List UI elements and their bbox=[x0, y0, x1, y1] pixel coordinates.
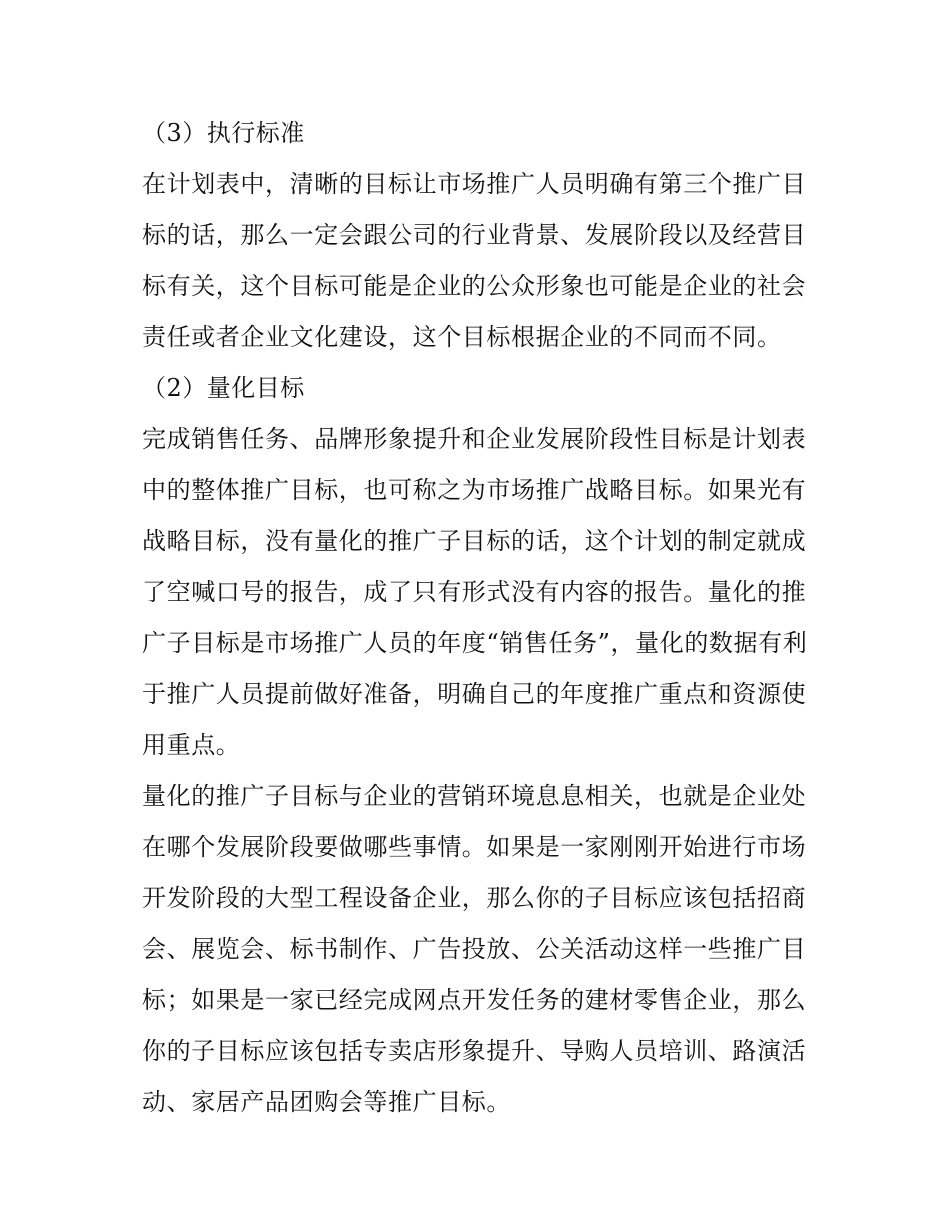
document-page bbox=[142, 108, 814, 1128]
paragraph-line: 用重点。 bbox=[142, 731, 241, 759]
paragraph-line: 了空喊口号的报告，成了只有形式没有内容的报告。量化的推 bbox=[142, 578, 807, 606]
paragraph-line: 标；如果是一家已经完成网点开发任务的建材零售企业，那么 bbox=[142, 986, 807, 1014]
paragraph-line: 标有关，这个目标可能是企业的公众形象也可能是企业的社会 bbox=[142, 272, 807, 300]
paragraph-line: 在计划表中，清晰的目标让市场推广人员明确有第三个推广目 bbox=[142, 170, 807, 198]
paragraph-line: 会、展览会、标书制作、广告投放、公关活动这样一些推广目 bbox=[142, 935, 807, 963]
paragraph-line: 中的整体推广目标，也可称之为市场推广战略目标。如果光有 bbox=[142, 476, 807, 504]
paragraph-line: 开发阶段的大型工程设备企业，那么你的子目标应该包括招商 bbox=[142, 884, 807, 912]
paragraph-line: 在哪个发展阶段要做哪些事情。如果是一家刚刚开始进行市场 bbox=[142, 833, 807, 861]
paragraph-line: 量化的推广子目标与企业的营销环境息息相关，也就是企业处 bbox=[142, 782, 807, 810]
heading-text: （2）量化目标 bbox=[142, 374, 305, 402]
paragraph-line: 动、家居产品团购会等推广目标。 bbox=[142, 1088, 511, 1116]
paragraph-line: 你的子目标应该包括专卖店形象提升、导购人员培训、路演活 bbox=[142, 1037, 807, 1065]
section-heading-quantified-goals bbox=[142, 363, 814, 414]
paragraph-line: 标的话，那么一定会跟公司的行业背景、发展阶段以及经营目 bbox=[142, 221, 807, 249]
heading-text: （3）执行标准 bbox=[142, 119, 305, 147]
section-heading-execution-standard bbox=[142, 108, 814, 159]
paragraph-line: 于推广人员提前做好准备，明确自己的年度推广重点和资源使 bbox=[142, 680, 807, 708]
paragraph-line: 战略目标，没有量化的推广子目标的话，这个计划的制定就成 bbox=[142, 527, 807, 555]
paragraph-line: 广子目标是市场推广人员的年度“销售任务”，量化的数据有利 bbox=[142, 629, 808, 657]
paragraph-line: 责任或者企业文化建设，这个目标根据企业的不同而不同。 bbox=[142, 323, 782, 351]
paragraph-sub-goals bbox=[142, 771, 814, 1128]
paragraph-strategic-goals bbox=[142, 414, 814, 771]
paragraph-line: 完成销售任务、品牌形象提升和企业发展阶段性目标是计划表 bbox=[142, 425, 807, 453]
paragraph-third-goal bbox=[142, 159, 814, 363]
